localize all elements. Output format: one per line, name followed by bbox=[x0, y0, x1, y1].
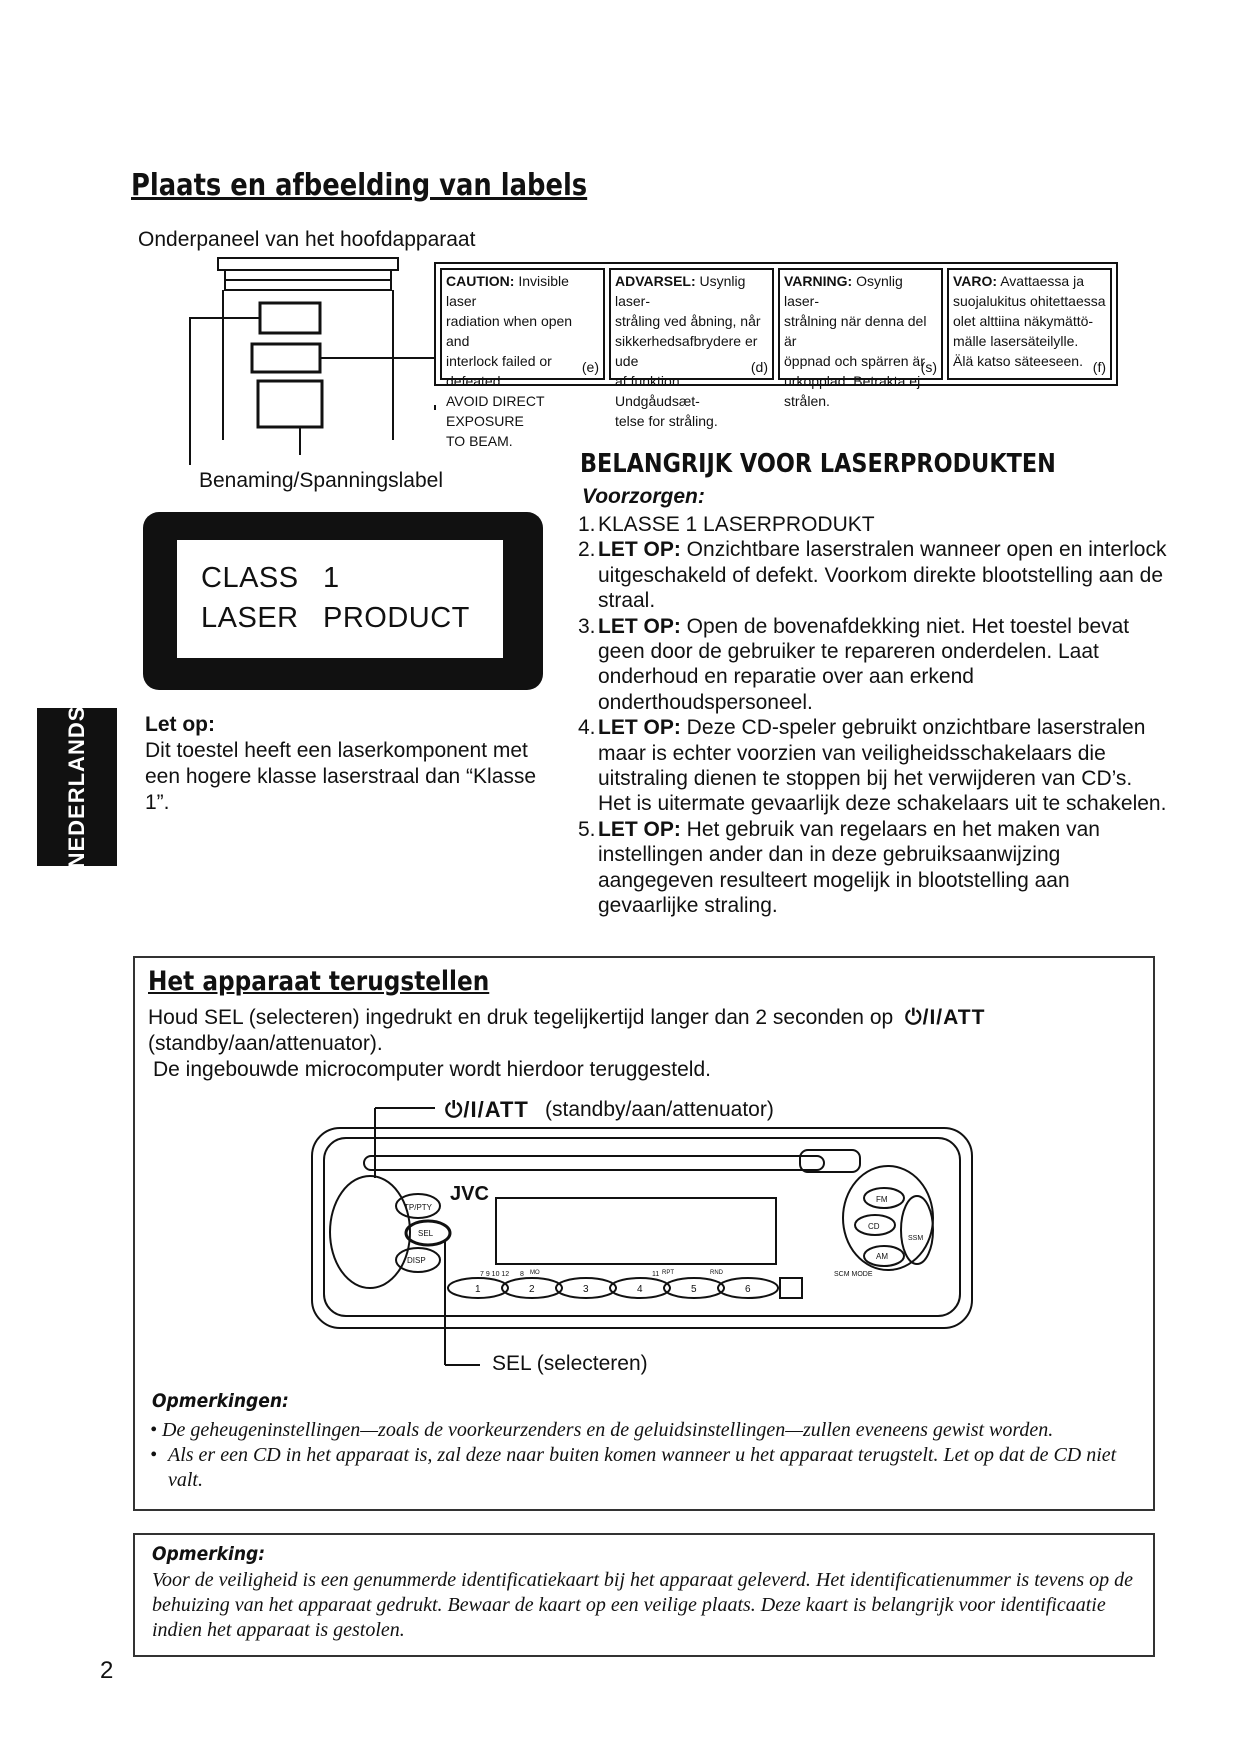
svg-text:2: 2 bbox=[529, 1284, 535, 1295]
svg-text:8: 8 bbox=[520, 1271, 524, 1278]
car-stereo-diagram bbox=[300, 1100, 980, 1350]
panel-sides bbox=[223, 290, 393, 440]
remarks-title: Opmerkingen: bbox=[152, 1390, 289, 1412]
remarks-list bbox=[150, 1418, 1140, 1493]
page-number: 2 bbox=[100, 1657, 114, 1684]
warning-label-finnish: VARO: Avattaessa ja suojalukitus ohitettaessa olet alttiina näkymättö- mälle lasersäteilylle. Älä katso säteeseen. (f) bbox=[947, 268, 1112, 380]
leader-warning bbox=[320, 345, 435, 358]
bottom-panel-caption: Onderpaneel van het hoofdapparaat bbox=[138, 228, 476, 251]
warning-label-strip bbox=[434, 262, 1118, 449]
svg-text:SCM MODE: SCM MODE bbox=[834, 1271, 873, 1278]
svg-text:SEL: SEL bbox=[418, 1229, 434, 1238]
svg-text:SSM: SSM bbox=[908, 1235, 924, 1242]
svg-text:6: 6 bbox=[745, 1284, 751, 1295]
remark-item: • Als er een CD in het apparaat is, zal deze naar buiten komen wanneer u het apparaat terugstelt. Let op dat de CD niet valt. bbox=[150, 1444, 1117, 1491]
power-att-symbol: ⏻/I/ATT bbox=[905, 1006, 986, 1029]
callout-sel-label: SEL (selecteren) bbox=[492, 1352, 648, 1375]
reset-instruction-line1: Houd SEL (selecteren) ingedrukt en druk tegelijkertijd langer dan 2 seconden op ⏻/I/ATT bbox=[148, 1006, 986, 1029]
svg-text:4: 4 bbox=[637, 1284, 643, 1295]
rating-label-caption: Benaming/Spanningslabel bbox=[199, 469, 444, 492]
svg-text:1: 1 bbox=[475, 1284, 481, 1295]
list-item: 1. KLASSE 1 LASERPRODUKT bbox=[578, 513, 875, 536]
svg-text:CD: CD bbox=[868, 1222, 880, 1231]
reset-instruction-line3: De ingebouwde microcomputer wordt hierdoor teruggesteld. bbox=[153, 1058, 711, 1081]
svg-text:TP/PTY: TP/PTY bbox=[404, 1203, 433, 1212]
callout-att-symbol: ⏻/I/ATT bbox=[445, 1097, 529, 1122]
svg-text:7 9 10 12: 7 9 10 12 bbox=[480, 1271, 510, 1278]
list-item: 2. LET OP: Onzichtbare laserstralen wanneer open en interlock uitgeschakeld of defekt. Voorkom direkte blootstelling aan de straal. bbox=[578, 538, 1167, 613]
panel-top-bar bbox=[218, 258, 398, 270]
svg-text:3: 3 bbox=[583, 1284, 589, 1295]
disc-slot bbox=[364, 1156, 824, 1170]
eject-button bbox=[800, 1150, 860, 1172]
remark-title: Opmerking: bbox=[152, 1543, 266, 1565]
svg-text:FM: FM bbox=[876, 1195, 888, 1204]
page-title: Plaats en afbeelding van labels bbox=[131, 168, 588, 203]
svg-text:11: 11 bbox=[652, 1271, 660, 1278]
brand-logo: JVC bbox=[450, 1183, 489, 1205]
svg-text:MO: MO bbox=[530, 1270, 540, 1276]
svg-text:AM: AM bbox=[876, 1252, 888, 1261]
let-op-text: Dit toestel heeft een laserkomponent met een hogere klasse laserstraal dan “Klasse 1”. bbox=[145, 739, 537, 814]
svg-text:RPT: RPT bbox=[662, 1270, 674, 1276]
list-item: 3. LET OP: Open de bovenafdekking niet. Het toestel bevat geen door de gebruiker te repareren onderdelen. Laat onderhoud en reparatie over aan erkend onderthoudspersoneel. bbox=[578, 614, 1130, 714]
volume-knob bbox=[330, 1176, 410, 1288]
reset-title: Het apparaat terugstellen bbox=[148, 966, 490, 997]
display-window bbox=[496, 1198, 776, 1264]
svg-text:RND: RND bbox=[710, 1270, 723, 1276]
svg-text:5: 5 bbox=[691, 1284, 697, 1295]
warning-label-swedish: VARNING: Osynlig laser- strålning när denna del är öppnad och spärren är urkopplad. Betrakta ej strålen. (s) bbox=[778, 268, 943, 380]
reset-instruction-line2: (standby/aan/attenuator). bbox=[148, 1032, 383, 1055]
let-op-title: Let op: bbox=[145, 713, 215, 736]
leader-rating bbox=[190, 318, 260, 465]
svg-text:DISP: DISP bbox=[407, 1256, 426, 1265]
callout-att-label: (standby/aan/attenuator) bbox=[545, 1098, 774, 1121]
list-item: 5. LET OP: Het gebruik van regelaars en het maken van instellingen ander dan in deze gebruiksaanwijzing aangegeven resulteert mogelijk in blootstelling aan gevaarlijke straling. bbox=[578, 817, 1100, 918]
language-tab: NEDERLANDS bbox=[37, 708, 117, 866]
laser-section-subtitle: Voorzorgen: bbox=[582, 485, 705, 508]
warning-label-danish: ADVARSEL: Usynlig laser- stråling ved åbning, når sikkerhedsafbrydere er ude af funktion. Undgåudsæt- telse for stråling. (d) bbox=[609, 268, 774, 380]
class1-label: CLASS 1 LASER PRODUCT bbox=[177, 540, 503, 658]
warning-label-english: CAUTION: Invisible laser radiation when open and interlock failed or defeated. AVOID DIRECT EXPOSURE TO BEAM. (e) bbox=[440, 268, 605, 380]
precautions-list bbox=[578, 512, 1168, 919]
list-item: 4. LET OP: Deze CD-speler gebruikt onzichtbare laserstralen maar is echter voorzien van veiligheidsschakelaars die uitstraling dienen te stoppen bij het verwijderen van CD’s. Het is uitermate gevaarlijk deze schakelaars uit te schakelen. bbox=[578, 716, 1167, 816]
remark-item: • De geheugeninstellingen—zoals de voorkeurzenders en de geluidsinstellingen—zullen eveneens gewist worden. bbox=[150, 1419, 1054, 1441]
remark-text: Voor de veiligheid is een genummerde identificatiekaart bij het apparaat geleverd. Het identificatienummer is tevens op de behuizing van het apparaat gedrukt. Bewaar de kaart op een veilige plaats. Deze kaart is belangrijk voor identificaatie indien het apparaat is gestolen. bbox=[152, 1569, 1134, 1641]
laser-section-title: BELANGRIJK VOOR LASERPRODUKTEN bbox=[580, 449, 1056, 479]
